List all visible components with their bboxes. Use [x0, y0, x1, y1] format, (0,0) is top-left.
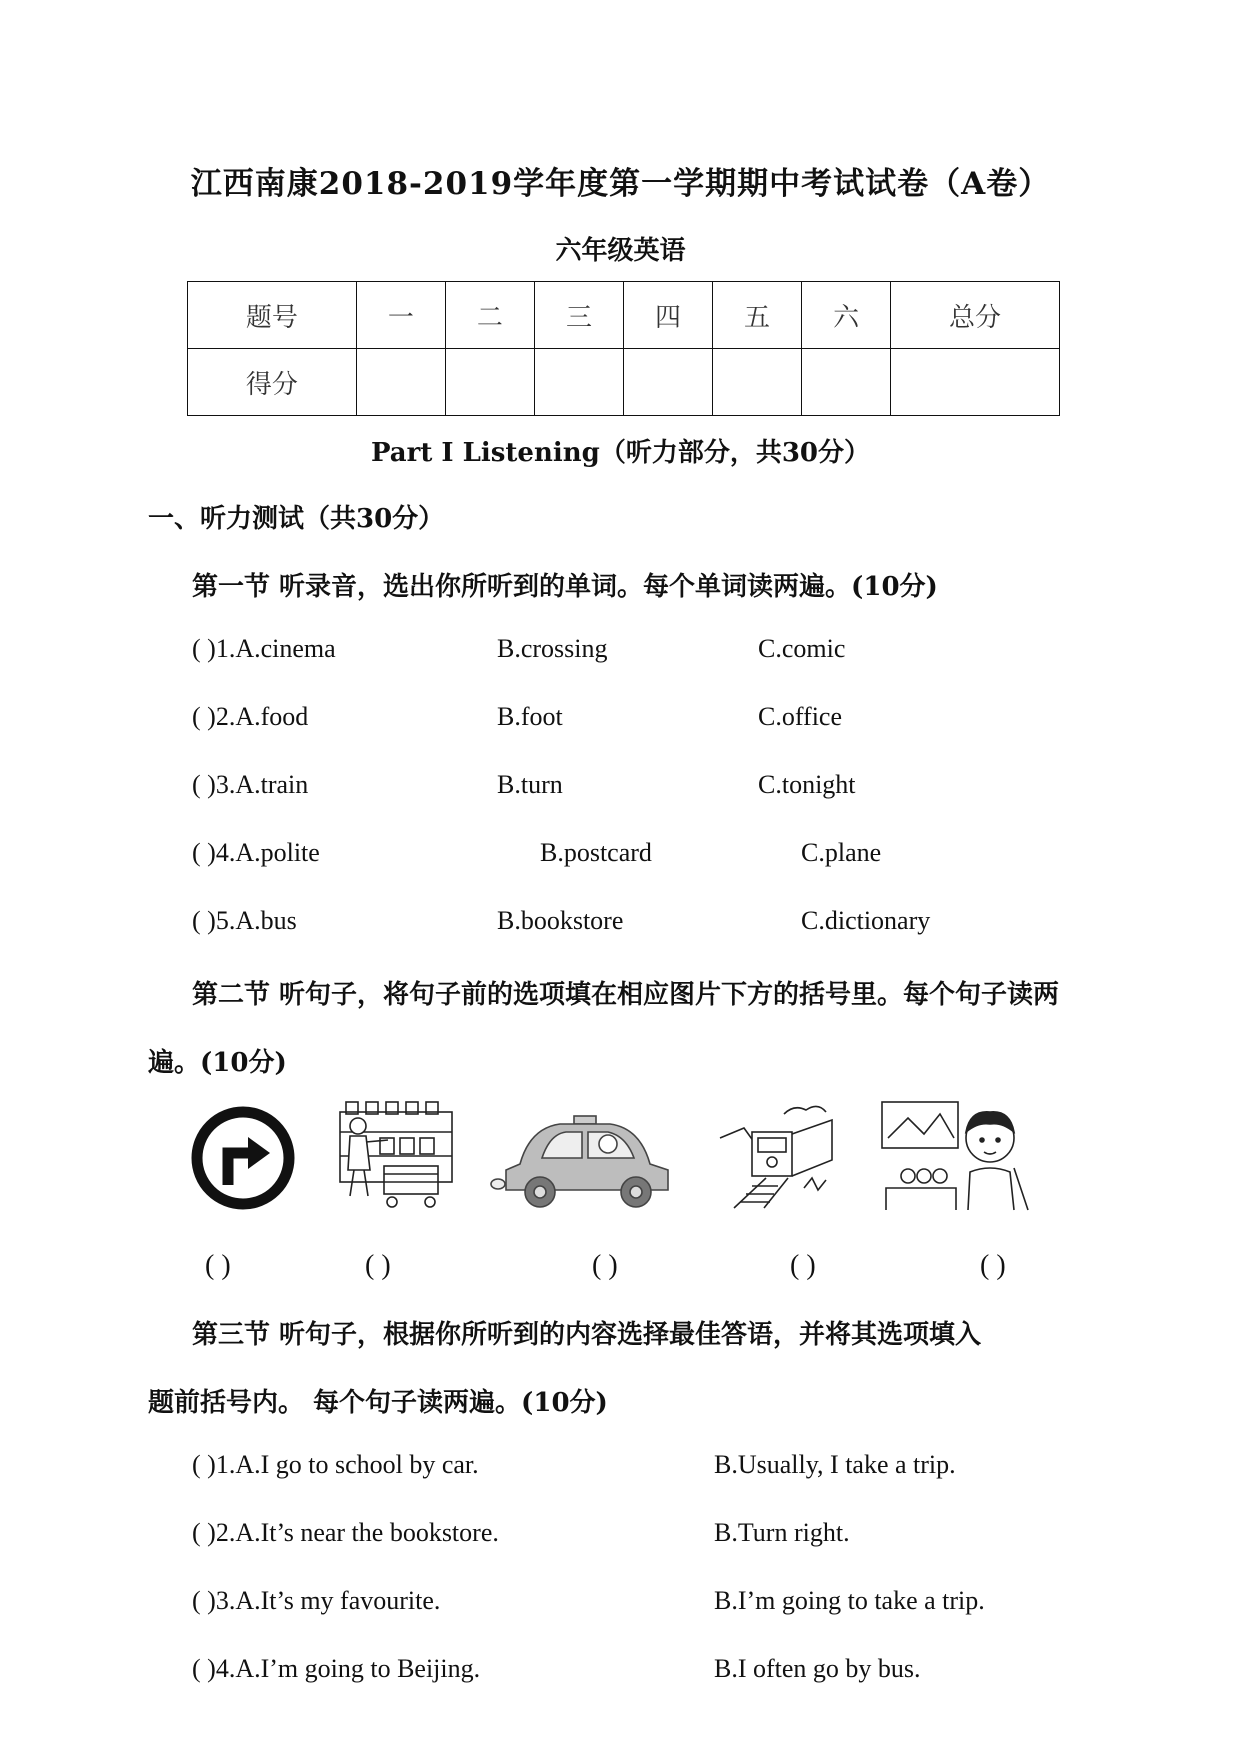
- score-input-cell[interactable]: [356, 349, 445, 416]
- score-table-cell: 二: [445, 282, 534, 349]
- score-table-cell: 一: [356, 282, 445, 349]
- question-5-b: B.bookstore: [497, 906, 624, 935]
- score-table-cell: 四: [623, 282, 712, 349]
- subsection-1-heading: 第一节 听录音，选出你所听到的单词。每个单词读两遍。(10分): [192, 572, 938, 602]
- question-2-c: C.office: [758, 702, 842, 731]
- response-question-4-b: B.I often go by bus.: [714, 1654, 921, 1683]
- question-3-c: C.tonight: [758, 770, 856, 799]
- score-input-cell[interactable]: [891, 349, 1060, 416]
- score-table-cell: 题号: [188, 282, 357, 349]
- question-1-a: ( )1.A.cinema: [192, 634, 336, 663]
- question-3-a: ( )3.A.train: [192, 770, 309, 799]
- score-table: [187, 281, 1060, 416]
- question-5-c: C.dictionary: [801, 906, 931, 935]
- turn-right-sign-icon: [190, 1105, 296, 1211]
- score-table-cell: 六: [802, 282, 891, 349]
- question-3-b: B.turn: [497, 770, 563, 799]
- picture-3-answer-paren[interactable]: ( ): [592, 1250, 618, 1281]
- subsection-3-heading-line2: 题前括号内。 每个句子读两遍。(10分): [148, 1388, 608, 1418]
- score-input-cell[interactable]: [534, 349, 623, 416]
- subsection-3-heading-line1: 第三节 听句子，根据你所听到的内容选择最佳答语，并将其选项填入: [192, 1320, 982, 1350]
- score-table-cell: 总分: [891, 282, 1060, 349]
- picture-4-answer-paren[interactable]: ( ): [790, 1250, 816, 1281]
- response-question-2-b: B.Turn right.: [714, 1518, 850, 1547]
- cinema-boy-icon: [878, 1098, 1032, 1212]
- question-4-b: B.postcard: [540, 838, 652, 867]
- picture-2-answer-paren[interactable]: ( ): [365, 1250, 391, 1281]
- question-4-a: ( )4.A.polite: [192, 838, 320, 867]
- subsection-2-heading-line2: 遍。(10分): [148, 1048, 287, 1078]
- question-1-b: B.crossing: [497, 634, 608, 663]
- score-input-cell[interactable]: [802, 349, 891, 416]
- response-question-3-a: ( )3.A.It’s my favourite.: [192, 1586, 441, 1615]
- response-question-2-a: ( )2.A.It’s near the bookstore.: [192, 1518, 499, 1547]
- score-input-cell[interactable]: [445, 349, 534, 416]
- question-4-c: C.plane: [801, 838, 882, 867]
- picture-5-answer-paren[interactable]: ( ): [980, 1250, 1006, 1281]
- exam-title: 江西南康2018-2019学年度第一学期期中考试试卷（A卷）: [190, 166, 1051, 202]
- question-5-a: ( )5.A.bus: [192, 906, 297, 935]
- response-question-1-b: B.Usually, I take a trip.: [714, 1450, 956, 1479]
- score-table-score-row: [188, 349, 1060, 416]
- response-question-1-a: ( )1.A.I go to school by car.: [192, 1450, 479, 1479]
- subsection-2-heading-line1: 第二节 听句子，将句子前的选项填在相应图片下方的括号里。每个句子读两: [192, 980, 1060, 1010]
- taxi-icon: [490, 1112, 680, 1212]
- response-question-4-a: ( )4.A.I’m going to Beijing.: [192, 1654, 481, 1683]
- response-question-3-b: B.I’m going to take a trip.: [714, 1586, 985, 1615]
- score-table-row-label: 得分: [188, 349, 357, 416]
- supermarket-shopper-icon: [336, 1100, 458, 1210]
- score-input-cell[interactable]: [623, 349, 712, 416]
- picture-1-answer-paren[interactable]: ( ): [205, 1250, 231, 1281]
- question-2-a: ( )2.A.food: [192, 702, 309, 731]
- train-icon: [714, 1098, 846, 1210]
- score-table-header-row: [188, 282, 1060, 349]
- question-2-b: B.foot: [497, 702, 563, 731]
- question-1-c: C.comic: [758, 634, 846, 663]
- section-heading: 一、听力测试（共30分）: [148, 504, 445, 534]
- score-table-cell: 五: [713, 282, 802, 349]
- score-table-cell: 三: [534, 282, 623, 349]
- score-input-cell[interactable]: [713, 349, 802, 416]
- part-heading: Part I Listening（听力部分，共30分）: [370, 438, 871, 468]
- exam-subtitle: 六年级英语: [555, 236, 686, 266]
